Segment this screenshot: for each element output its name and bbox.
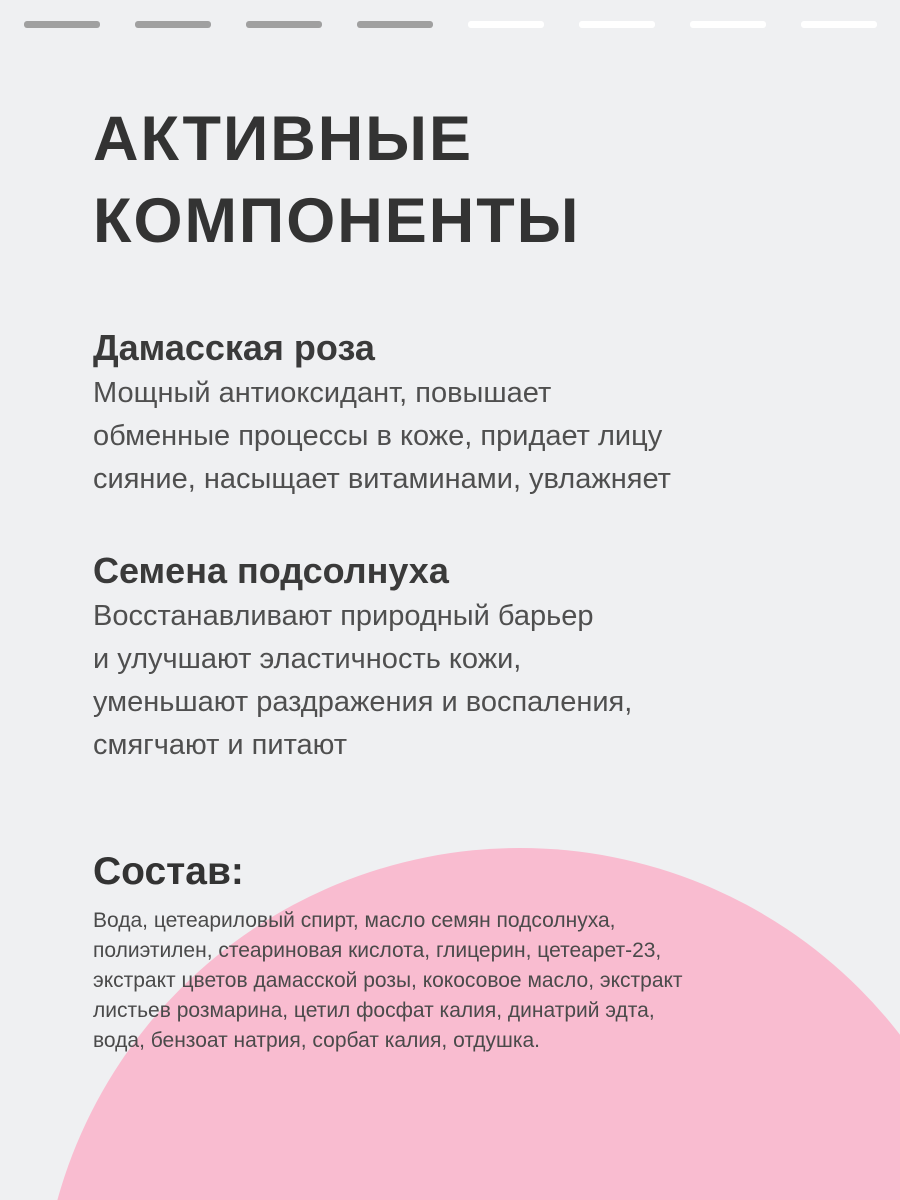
- progress-segment[interactable]: [468, 21, 544, 28]
- progress-segment[interactable]: [24, 21, 100, 28]
- description-line: сияние, насыщает витаминами, увлажняет: [93, 463, 671, 495]
- composition-section: [93, 848, 683, 1056]
- progress-segment[interactable]: [801, 21, 877, 28]
- page-title: [93, 98, 900, 262]
- ingredient-name: Семена подсолнуха: [93, 550, 449, 591]
- progress-segment[interactable]: [135, 21, 211, 28]
- title-line: АКТИВНЫЕ: [93, 104, 473, 174]
- title-line: КОМПОНЕНТЫ: [93, 186, 581, 256]
- description-line: Восстанавливают природный барьер: [93, 600, 594, 632]
- progress-segment[interactable]: [579, 21, 655, 28]
- progress-segment[interactable]: [690, 21, 766, 28]
- composition-title: Состав:: [93, 850, 244, 893]
- description-line: Мощный антиоксидант, повышает: [93, 377, 552, 409]
- ingredient-sunflower-seeds: [93, 549, 900, 767]
- progress-segment[interactable]: [246, 21, 322, 28]
- description-line: уменьшают раздражения и воспаления,: [93, 686, 633, 718]
- description-line: и улучшают эластичность кожи,: [93, 643, 522, 675]
- progress-segment[interactable]: [357, 21, 433, 28]
- composition-line: листьев розмарина, цетил фосфат калия, динатрий эдта,: [93, 999, 655, 1022]
- description-line: смягчают и питают: [93, 729, 348, 761]
- composition-text: [93, 906, 683, 1056]
- composition-line: Вода, цетеариловый спирт, масло семян подсолнуха,: [93, 909, 616, 932]
- slide-progress-indicator: [24, 21, 877, 28]
- composition-line: экстракт цветов дамасской розы, кокосовое масло, экстракт: [93, 969, 683, 992]
- ingredient-description: [93, 372, 813, 501]
- description-line: обменные процессы в коже, придает лицу: [93, 420, 663, 452]
- ingredient-damask-rose: [93, 326, 900, 501]
- ingredient-name: Дамасская роза: [93, 327, 375, 368]
- ingredient-description: [93, 595, 813, 767]
- composition-line: полиэтилен, стеариновая кислота, глицерин, цетеарет-23,: [93, 939, 662, 962]
- composition-line: вода, бензоат натрия, сорбат калия, отдушка.: [93, 1029, 540, 1052]
